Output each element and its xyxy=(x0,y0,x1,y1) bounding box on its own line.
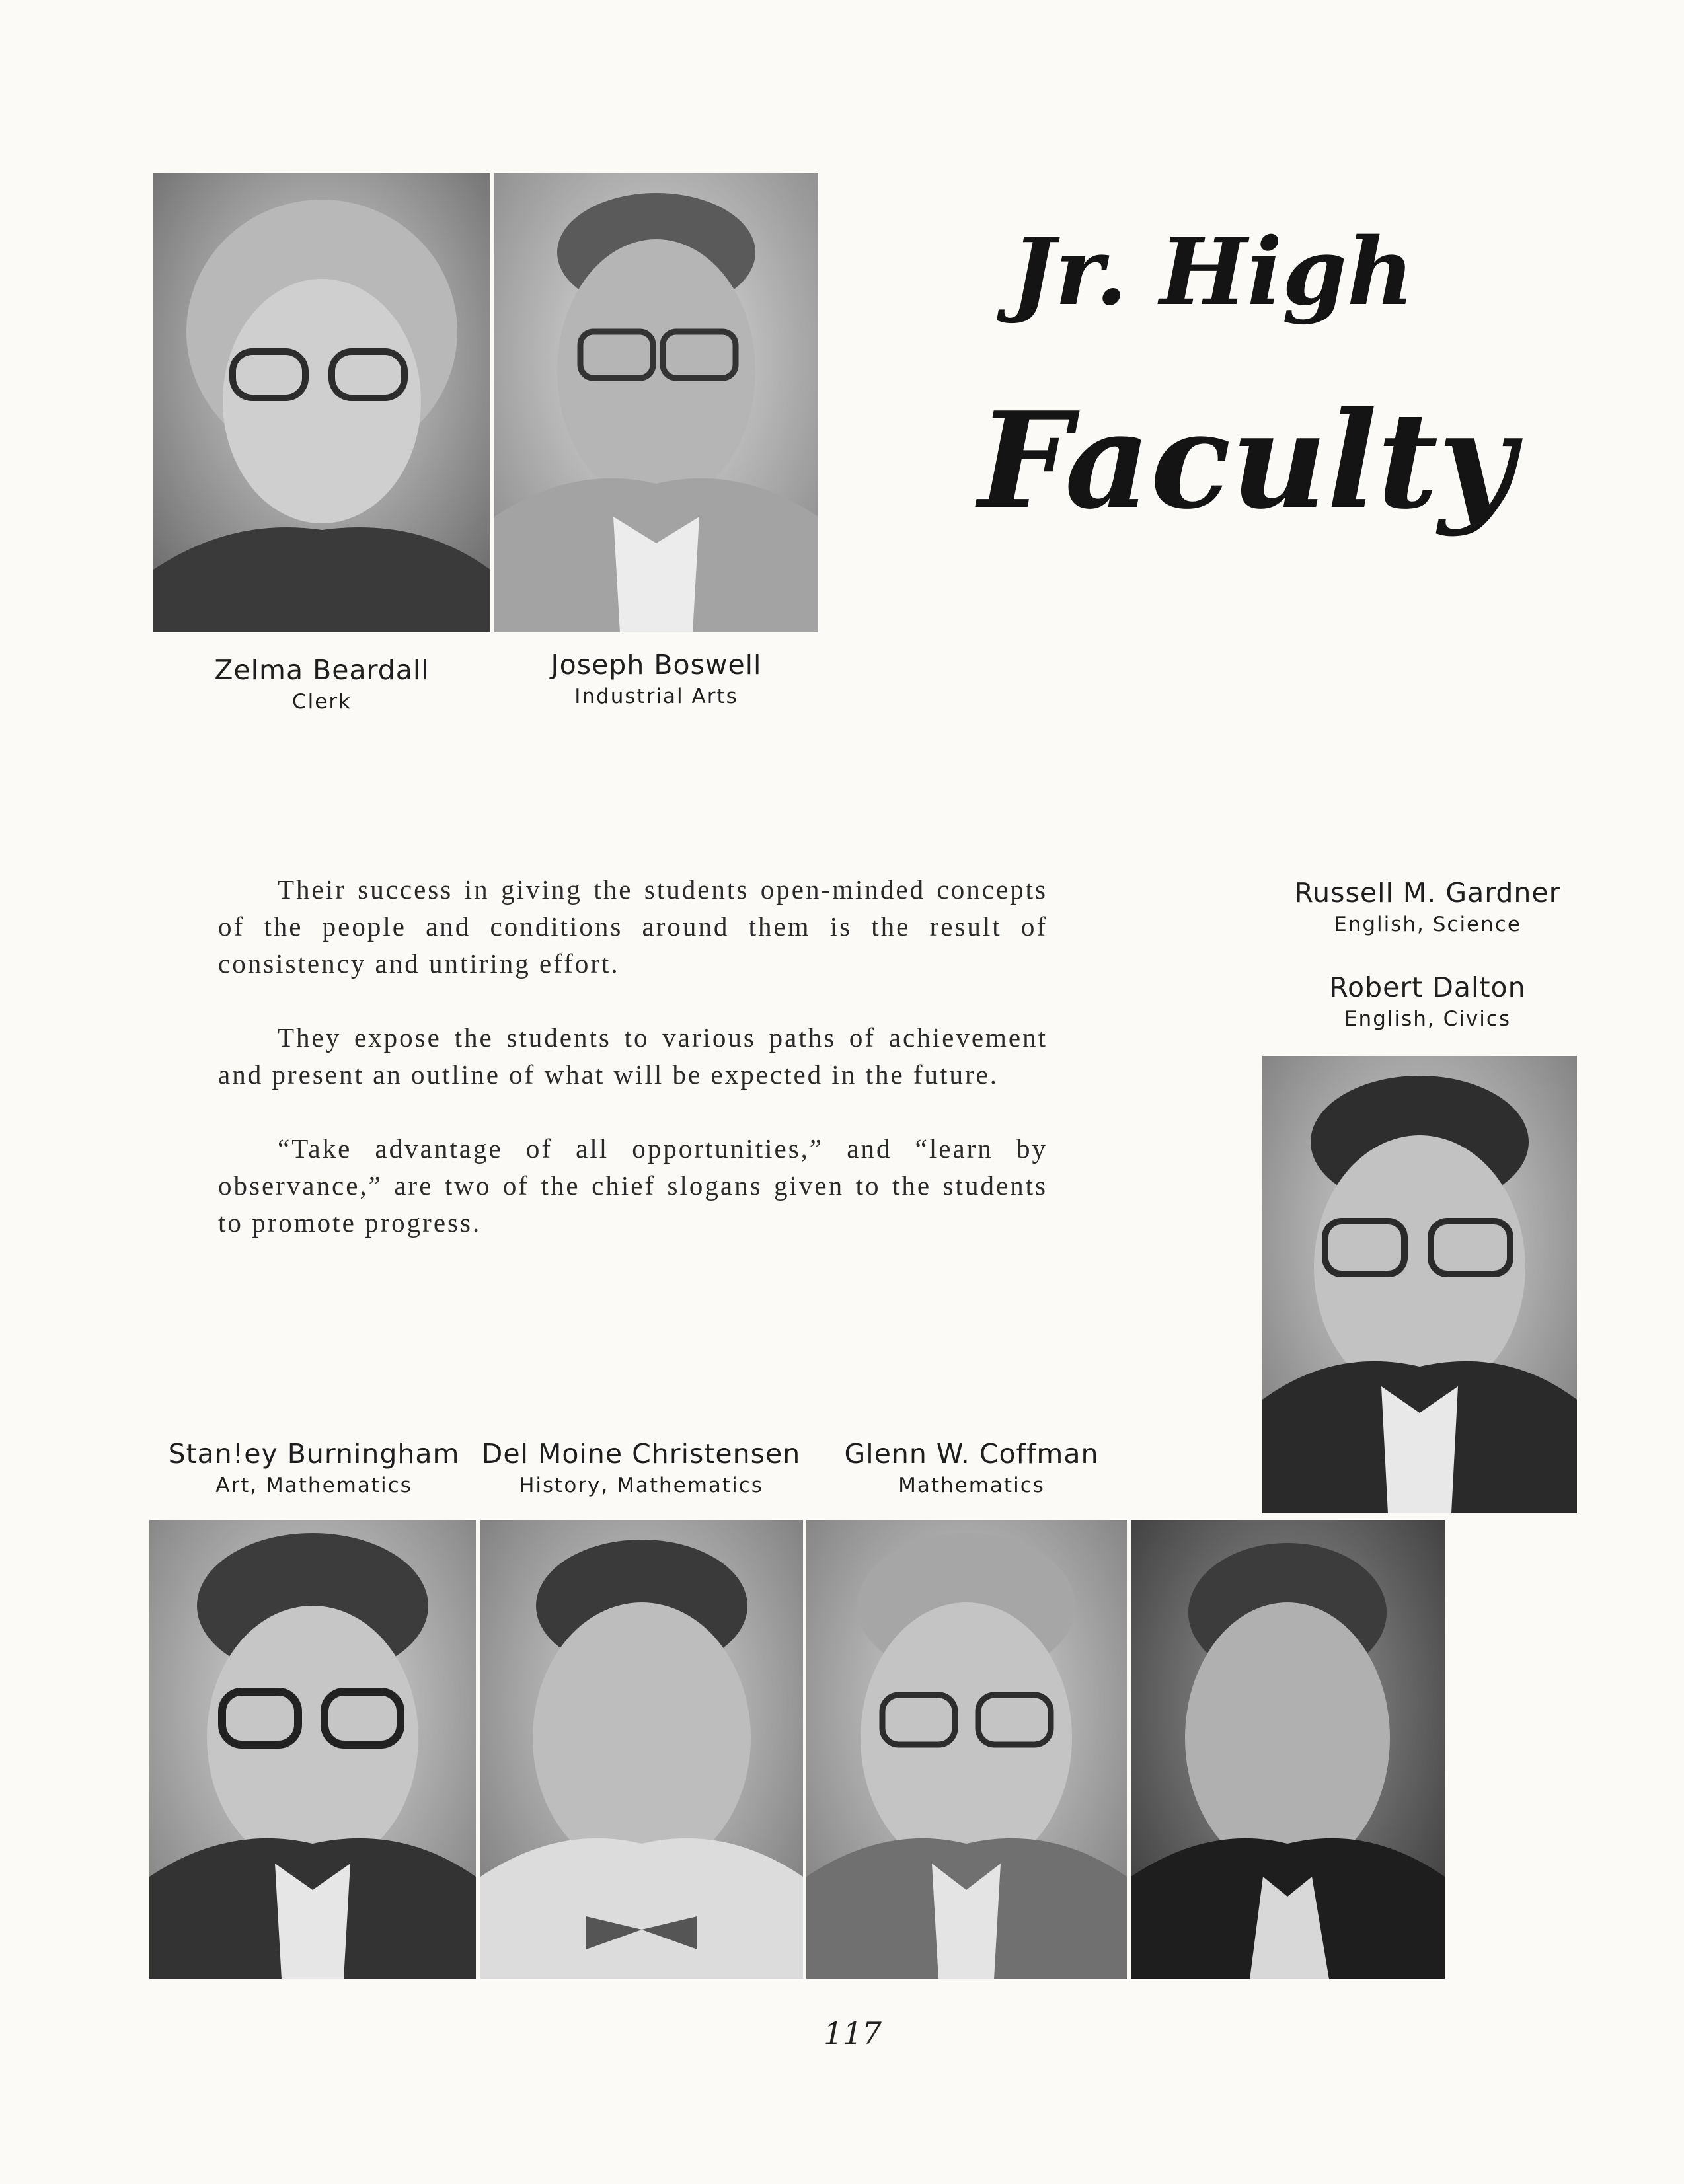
faculty-name: Glenn W. Coffman xyxy=(844,1438,1099,1470)
portrait-stanley-burningham xyxy=(149,1520,476,1979)
body-paragraph-2: They expose the students to various paths of achievement and present an outline of what will be expected in the future. xyxy=(218,1022,1048,1090)
faculty-role: Mathematics xyxy=(898,1474,1045,1497)
portrait-robert-dalton xyxy=(1131,1520,1445,1979)
page-title-line2: Faculty xyxy=(978,383,1515,539)
faculty-name: Robert Dalton xyxy=(1329,971,1526,1003)
caption-stanley-burningham xyxy=(159,1437,469,1500)
portrait-joseph-boswell xyxy=(494,173,818,632)
portrait-zelma-beardall xyxy=(153,173,490,632)
faculty-name: Zelma Beardall xyxy=(214,654,430,686)
caption-zelma-beardall xyxy=(153,653,490,716)
faculty-role: Industrial Arts xyxy=(574,685,738,708)
body-text xyxy=(218,871,1048,1278)
body-paragraph-1: Their success in giving the students open-minded concepts of the people and conditions around them is the result of consistency and untiring effort. xyxy=(218,874,1048,979)
caption-russell-gardner xyxy=(1256,876,1599,939)
portrait-del-moine-christensen xyxy=(480,1520,803,1979)
faculty-role: History, Mathematics xyxy=(519,1474,763,1497)
portrait-russell-gardner xyxy=(1262,1056,1577,1513)
caption-del-moine-christensen xyxy=(476,1437,806,1500)
page-title-line1: Jr. High xyxy=(1011,218,1414,326)
faculty-role: English, Science xyxy=(1334,913,1521,936)
faculty-name: Del Moine Christensen xyxy=(481,1438,801,1470)
faculty-name: Joseph Boswell xyxy=(551,649,762,681)
caption-joseph-boswell xyxy=(494,648,818,711)
body-paragraph-3: “Take advantage of all opportunities,” and “learn by observance,” are two of the chief slogans given to the students to promote progress. xyxy=(218,1133,1048,1238)
portrait-glenn-coffman xyxy=(806,1520,1127,1979)
faculty-role: Clerk xyxy=(291,690,352,714)
faculty-role: Art, Mathematics xyxy=(215,1474,412,1497)
faculty-name: Stan!ey Burningham xyxy=(168,1438,460,1470)
caption-glenn-coffman xyxy=(813,1437,1130,1500)
faculty-role: English, Civics xyxy=(1344,1007,1512,1031)
faculty-name: Russell M. Gardner xyxy=(1294,877,1561,909)
caption-robert-dalton xyxy=(1256,970,1599,1034)
page-number: 117 xyxy=(823,2015,882,2051)
